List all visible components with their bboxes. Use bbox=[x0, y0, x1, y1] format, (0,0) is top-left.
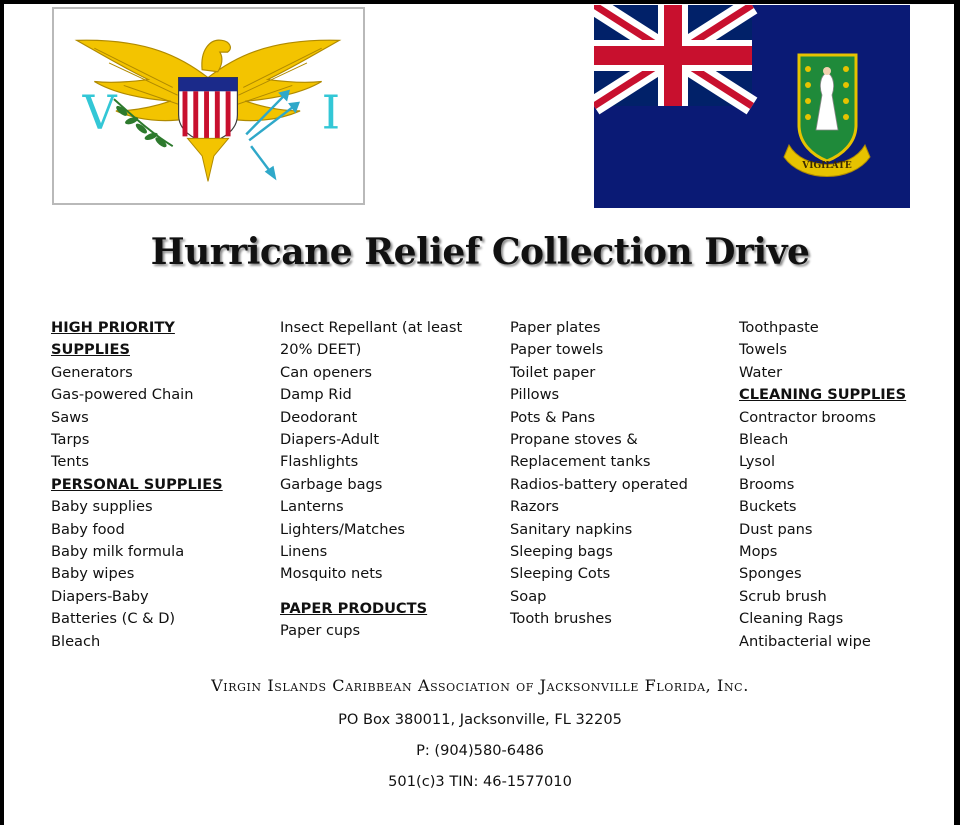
supply-item: Tooth brushes bbox=[510, 610, 612, 628]
supply-item: Towels bbox=[739, 341, 787, 359]
bvi-motto: VIGILATE bbox=[802, 161, 852, 171]
bvi-flag bbox=[594, 5, 910, 208]
organization-name: Virgin Islands Caribbean Association of Jacksonville Florida, Inc. bbox=[211, 676, 749, 695]
usvi-letter-v: V bbox=[82, 85, 117, 141]
supply-item: Contractor brooms bbox=[739, 408, 876, 426]
phone-number: P: (904)580-6486 bbox=[416, 742, 544, 759]
supply-item: Paper plates bbox=[510, 319, 601, 336]
supply-item: Mosquito nets bbox=[280, 565, 383, 583]
supply-item: Cleaning Rags bbox=[739, 610, 844, 628]
supply-item: Baby wipes bbox=[51, 565, 135, 583]
supply-item: Lighters/Matches bbox=[280, 520, 406, 538]
supply-item: Toothpaste bbox=[739, 319, 819, 336]
supply-column-2 bbox=[280, 317, 510, 643]
supply-item: Sponges bbox=[739, 565, 802, 583]
supply-item: Can openers bbox=[280, 363, 373, 381]
supply-item: Paper towels bbox=[510, 341, 604, 359]
supply-item: Paper cups bbox=[280, 622, 361, 640]
supply-item: Water bbox=[739, 363, 783, 381]
supply-item: Brooms bbox=[739, 475, 795, 493]
bvi-ensign bbox=[594, 5, 910, 208]
supply-item: Linens bbox=[280, 543, 328, 561]
supply-item: 20% DEET) bbox=[280, 341, 362, 359]
supply-item: Flashlights bbox=[280, 453, 359, 471]
supply-item: Pots & Pans bbox=[510, 408, 596, 426]
supply-item: Antibacterial wipe bbox=[739, 632, 871, 650]
supply-item: Damp Rid bbox=[280, 386, 352, 404]
section-heading: SUPPLIES bbox=[51, 341, 130, 359]
usvi-letter-i: I bbox=[321, 85, 341, 141]
supply-column-3 bbox=[510, 317, 740, 631]
supply-item: Lysol bbox=[739, 453, 776, 471]
section-heading: HIGH PRIORITY bbox=[51, 319, 175, 336]
spacer bbox=[280, 586, 510, 598]
supply-item: Baby supplies bbox=[51, 498, 153, 516]
supply-item: Batteries (C & D) bbox=[51, 610, 176, 628]
supply-item: Radios-battery operated bbox=[510, 475, 688, 493]
section-heading: PERSONAL SUPPLIES bbox=[51, 475, 223, 493]
tax-id: 501(c)3 TIN: 46-1577010 bbox=[388, 773, 572, 790]
supply-item: Bleach bbox=[51, 632, 101, 650]
supply-item: Sanitary napkins bbox=[510, 520, 633, 538]
supply-item: Baby food bbox=[51, 520, 125, 538]
supply-item: Gas-powered Chain bbox=[51, 386, 194, 404]
supply-item: Baby milk formula bbox=[51, 543, 185, 561]
supply-item: Diapers-Adult bbox=[280, 431, 380, 449]
supply-item: Diapers-Baby bbox=[51, 587, 149, 605]
supply-item: Tarps bbox=[51, 431, 90, 449]
page-title: Hurricane Relief Collection Drive bbox=[150, 231, 810, 273]
supply-item: Lanterns bbox=[280, 498, 344, 516]
supply-item: Buckets bbox=[739, 498, 797, 516]
usvi-eagle-emblem bbox=[54, 9, 363, 203]
supply-item: Tents bbox=[51, 453, 89, 471]
section-heading: CLEANING SUPPLIES bbox=[739, 386, 907, 404]
supply-item: Deodorant bbox=[280, 408, 358, 426]
supply-item: Bleach bbox=[739, 431, 789, 449]
supply-item: Insect Repellant (at least bbox=[280, 319, 463, 336]
supply-item: Garbage bags bbox=[280, 475, 383, 493]
supply-item: Razors bbox=[510, 498, 559, 516]
supply-item: Soap bbox=[510, 587, 547, 605]
supply-item: Scrub brush bbox=[739, 587, 827, 605]
supply-item: Propane stoves & bbox=[510, 431, 638, 449]
usvi-flag bbox=[52, 7, 365, 205]
supply-column-1 bbox=[51, 317, 281, 653]
supply-item: Sleeping bags bbox=[510, 543, 613, 561]
supply-item: Saws bbox=[51, 408, 89, 426]
supply-item: Mops bbox=[739, 543, 778, 561]
section-heading: PAPER PRODUCTS bbox=[280, 599, 428, 617]
supply-item: Replacement tanks bbox=[510, 453, 651, 471]
supply-item: Toilet paper bbox=[510, 363, 596, 381]
supply-column-4 bbox=[739, 317, 960, 653]
supply-item: Sleeping Cots bbox=[510, 565, 611, 583]
mailing-address: PO Box 380011, Jacksonville, FL 32205 bbox=[338, 711, 622, 728]
supply-item: Pillows bbox=[510, 386, 560, 404]
supply-item: Generators bbox=[51, 363, 133, 381]
supply-item: Dust pans bbox=[739, 520, 813, 538]
